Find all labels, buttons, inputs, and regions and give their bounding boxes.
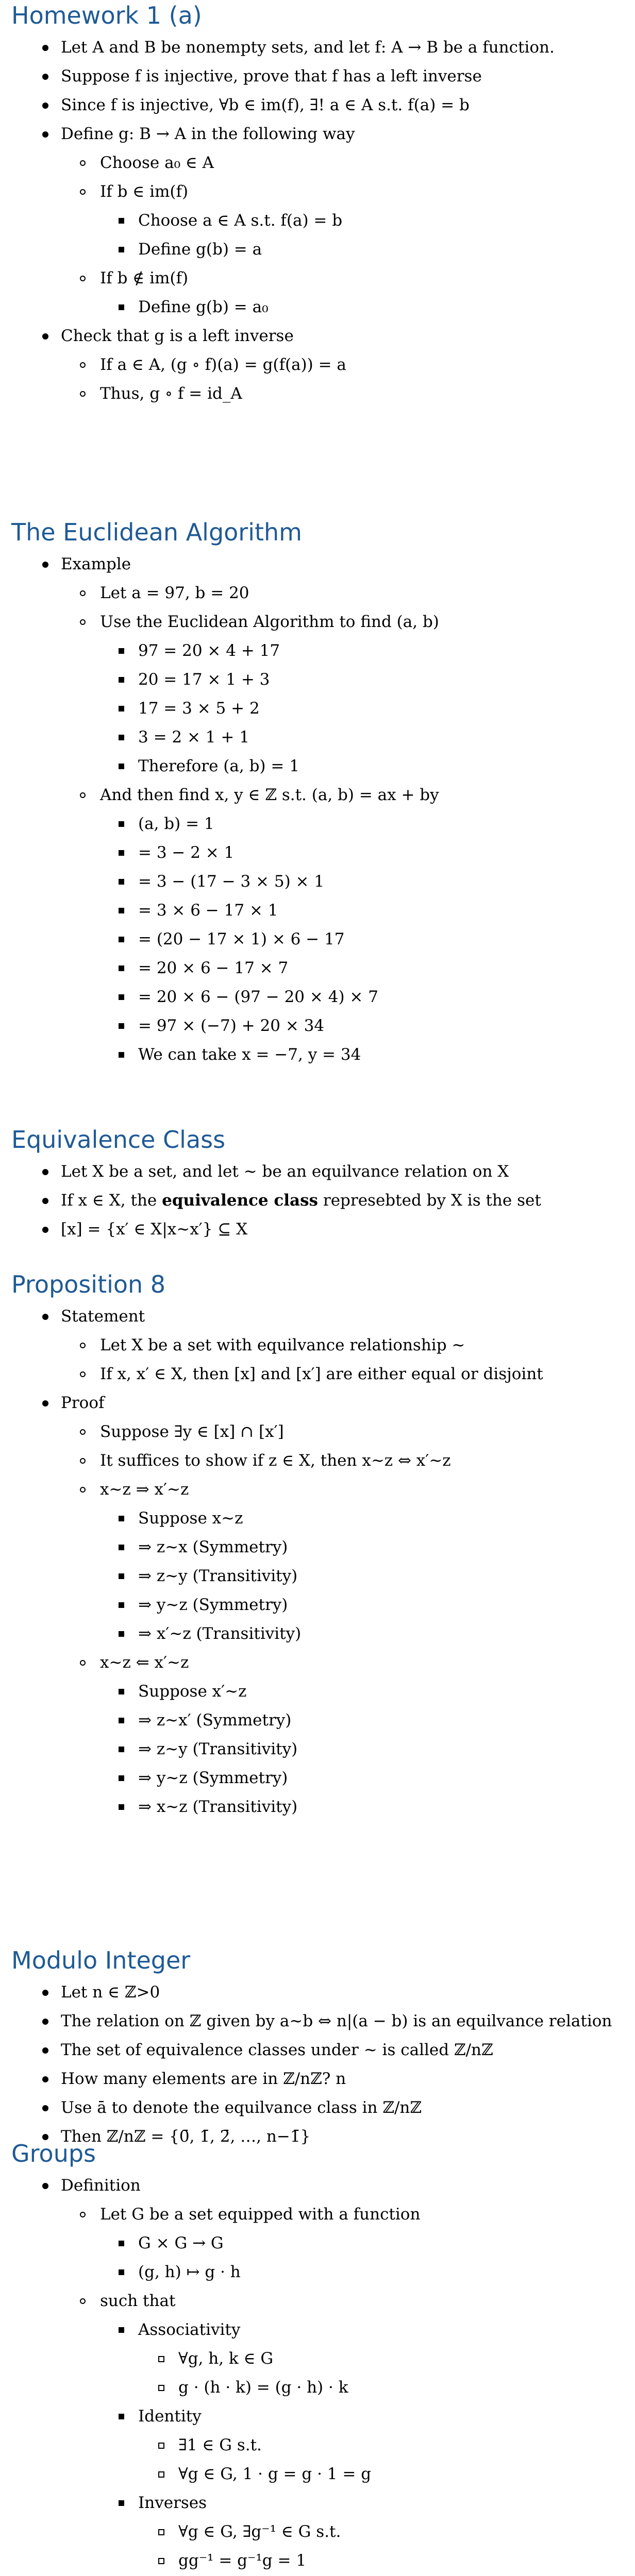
bullet-icon xyxy=(80,1458,86,1464)
bullet-icon xyxy=(158,2385,164,2391)
bullet-icon xyxy=(119,1573,124,1579)
list-item-text: Check that g is a left inverse xyxy=(61,327,294,345)
section-heading: Groups xyxy=(11,2140,96,2167)
list-item-text: Suppose x′~z xyxy=(138,1682,247,1701)
list-item-text: Let A and B be nonempty sets, and let f: A → B be a function. xyxy=(61,38,555,57)
list-item-text: such that xyxy=(100,2292,176,2310)
list-item-text: Let X be a set with equilvance relationship ~ xyxy=(100,1336,465,1354)
bullet-icon xyxy=(80,2212,86,2217)
bullet-icon xyxy=(119,2500,124,2506)
list-item-text: ∀g ∈ G, 1 · g = g · 1 = g xyxy=(178,2465,372,2483)
list-item-text: Inverses xyxy=(138,2494,207,2512)
bullet-icon xyxy=(119,1631,124,1637)
bullet-icon xyxy=(119,735,124,740)
bold-term: equivalence class xyxy=(162,1191,319,1210)
bullet-icon xyxy=(80,160,86,166)
list-item-text: Suppose ∃y ∈ [x] ∩ [x′] xyxy=(100,1422,284,1441)
list-item-text: ⇒ z~x′ (Symmetry) xyxy=(138,1711,292,1730)
bullet-icon xyxy=(80,1660,86,1666)
bullet-icon xyxy=(42,333,48,340)
bullet-icon xyxy=(80,189,86,195)
list-item-text: 3 = 2 × 1 + 1 xyxy=(138,728,249,747)
list-item-text: Statement xyxy=(61,1307,145,1326)
list-item-text: Since f is injective, ∀b ∈ im(f), ∃! a ∈ A s.t. f(a) = b xyxy=(61,96,470,114)
bullet-icon xyxy=(42,1400,48,1406)
list-item-text: (a, b) = 1 xyxy=(138,815,214,833)
bullet-icon xyxy=(42,2047,48,2054)
bullet-icon xyxy=(158,2356,164,2362)
bullet-icon xyxy=(119,1747,124,1752)
list-item-text: Definition xyxy=(61,2176,141,2195)
list-item-text: g · (h · k) = (g · h) · k xyxy=(178,2378,348,2397)
list-item-text: (g, h) ↦ g · h xyxy=(138,2263,241,2281)
bullet-icon xyxy=(42,1990,48,1996)
list-item-text: ∀g, h, k ∈ G xyxy=(178,2349,274,2368)
list-item-text: How many elements are in ℤ/nℤ? n xyxy=(61,2070,346,2088)
bullet-icon xyxy=(119,908,124,913)
bullet-icon xyxy=(42,131,48,138)
bullet-icon xyxy=(119,706,124,711)
bullet-icon xyxy=(119,648,124,654)
bullet-icon xyxy=(42,2183,48,2189)
list-item-text: ⇒ y~z (Symmetry) xyxy=(138,1596,288,1614)
list-item-text: 20 = 17 × 1 + 3 xyxy=(138,670,270,689)
bullet-icon xyxy=(119,2414,124,2419)
bullet-icon xyxy=(80,2298,86,2304)
bullet-icon xyxy=(119,2241,124,2246)
bullet-icon xyxy=(119,994,124,1000)
list-item-text: Proof xyxy=(61,1394,105,1412)
list-item-text: Example xyxy=(61,555,131,573)
list-item-text: ∀g ∈ G, ∃g⁻¹ ∈ G s.t. xyxy=(178,2522,341,2541)
bullet-icon xyxy=(158,2471,164,2478)
list-item-text: Let n ∈ ℤ>0 xyxy=(61,1983,160,2002)
list-item-text: If x, x′ ∈ X, then [x] and [x′] are either equal or disjoint xyxy=(100,1365,543,1383)
bullet-icon xyxy=(158,2443,164,2449)
list-item-text: Therefore (a, b) = 1 xyxy=(138,757,299,775)
section-heading: The Euclidean Algorithm xyxy=(11,518,302,546)
bullet-icon xyxy=(158,2529,164,2535)
list-item-text: Suppose x~z xyxy=(138,1509,243,1528)
list-item-text: Define g(b) = a xyxy=(138,240,262,259)
bullet-icon xyxy=(158,2558,164,2564)
bullet-icon xyxy=(80,362,86,368)
list-item-text: Identity xyxy=(138,2407,202,2426)
list-item-text: = 3 − 2 × 1 xyxy=(138,843,235,862)
section-heading: Equivalence Class xyxy=(11,1126,226,1154)
bullet-icon xyxy=(119,937,124,942)
bullet-icon xyxy=(80,1429,86,1435)
bullet-icon xyxy=(119,1516,124,1521)
bullet-icon xyxy=(42,2105,48,2111)
bullet-icon xyxy=(119,879,124,885)
bullet-icon xyxy=(119,1052,124,1058)
list-item-text: The set of equivalence classes under ~ is called ℤ/nℤ xyxy=(61,2041,493,2059)
bullet-icon xyxy=(119,2327,124,2333)
bullet-icon xyxy=(119,764,124,769)
bullet-icon xyxy=(119,1689,124,1694)
bullet-icon xyxy=(119,304,124,310)
list-item-text: Choose a₀ ∈ A xyxy=(100,154,214,172)
list-item-text: If b ∉ im(f) xyxy=(100,269,189,287)
list-item-text: If x ∈ X, the equivalence class represebted by X is the set xyxy=(61,1191,541,1210)
bullet-icon xyxy=(80,276,86,281)
bullet-icon xyxy=(80,619,86,625)
list-item-text: Thus, g ∘ f = id_A xyxy=(100,384,242,403)
list-item-text: [x] = {x′ ∈ X|x~x′} ⊆ X xyxy=(61,1220,248,1239)
list-item-text: If a ∈ A, (g ∘ f)(a) = g(f(a)) = a xyxy=(100,355,346,374)
bullet-icon xyxy=(119,1718,124,1723)
list-item-text: ⇒ z~y (Transitivity) xyxy=(138,1740,298,1758)
bullet-icon xyxy=(119,1804,124,1810)
bullet-icon xyxy=(42,1169,48,1175)
bullet-icon xyxy=(42,2076,48,2082)
bullet-icon xyxy=(42,1198,48,1204)
bullet-icon xyxy=(119,218,124,224)
list-item-text: It suffices to show if z ∈ X, then x~z ⇔ x′~z xyxy=(100,1451,451,1470)
bullet-icon xyxy=(42,1227,48,1233)
list-item-text: ∃1 ∈ G s.t. xyxy=(178,2436,262,2454)
list-item-text: Use ā to denote the equilvance class in ℤ/nℤ xyxy=(61,2098,422,2117)
bullet-icon xyxy=(119,677,124,683)
list-item-text: Then ℤ/nℤ = {0̄, 1̄, 2̄, …, n−1̄} xyxy=(61,2127,311,2146)
list-item-text: gg⁻¹ = g⁻¹g = 1 xyxy=(178,2551,307,2570)
list-item-text: Let G be a set equipped with a function xyxy=(100,2205,421,2224)
list-item-text: ⇒ y~z (Symmetry) xyxy=(138,1769,288,1787)
list-item-text: ⇒ z~x (Symmetry) xyxy=(138,1538,288,1556)
bullet-icon xyxy=(119,2269,124,2275)
bullet-icon xyxy=(119,247,124,252)
list-item-text: = 3 − (17 − 3 × 5) × 1 xyxy=(138,872,325,891)
section-heading: Homework 1 (a) xyxy=(11,2,202,29)
bullet-icon xyxy=(119,1775,124,1781)
list-item-text: G × G → G xyxy=(138,2234,224,2252)
list-item-text: x~z ⇐ x′~z xyxy=(100,1653,189,1672)
bullet-icon xyxy=(42,2019,48,2025)
list-item-text: Let X be a set, and let ~ be an equilvance relation on X xyxy=(61,1162,509,1181)
bullet-icon xyxy=(119,850,124,856)
bullet-icon xyxy=(119,821,124,827)
bullet-icon xyxy=(119,1545,124,1550)
list-item-text: Let a = 97, b = 20 xyxy=(100,584,249,602)
bullet-icon xyxy=(42,74,48,80)
list-item-text: = 3 × 6 − 17 × 1 xyxy=(138,901,278,920)
bullet-icon xyxy=(80,1487,86,1493)
list-item-text: ⇒ z~y (Transitivity) xyxy=(138,1567,298,1585)
list-item-text: Define g: B → A in the following way xyxy=(61,125,355,143)
bullet-icon xyxy=(119,1602,124,1608)
bullet-icon xyxy=(80,391,86,397)
list-item-text: We can take x = −7, y = 34 xyxy=(138,1045,361,1064)
bullet-icon xyxy=(119,965,124,971)
list-item-text: Use the Euclidean Algorithm to find (a, b) xyxy=(100,613,439,631)
list-item-text: ⇒ x′~z (Transitivity) xyxy=(138,1624,302,1643)
bullet-icon xyxy=(42,1314,48,1320)
list-item-text: Choose a ∈ A s.t. f(a) = b xyxy=(138,211,343,230)
list-item-text: Associativity xyxy=(138,2320,241,2339)
bullet-icon xyxy=(42,103,48,109)
bullet-icon xyxy=(119,1023,124,1029)
list-item-text: The relation on ℤ given by a~b ⇔ n|(a − b) is an equilvance relation xyxy=(61,2012,612,2030)
section-heading: Proposition 8 xyxy=(11,1270,166,1298)
list-item-text: Define g(b) = a₀ xyxy=(138,298,269,316)
bullet-icon xyxy=(42,45,48,51)
section-heading: Modulo Integer xyxy=(11,1946,191,1974)
list-item-text: x~z ⇒ x′~z xyxy=(100,1480,189,1499)
list-item-text: = 20 × 6 − (97 − 20 × 4) × 7 xyxy=(138,988,378,1006)
bullet-icon xyxy=(42,562,48,568)
list-item-text: = (20 − 17 × 1) × 6 − 17 xyxy=(138,930,345,948)
bullet-icon xyxy=(80,792,86,798)
bullet-icon xyxy=(80,590,86,596)
list-item-text: 17 = 3 × 5 + 2 xyxy=(138,699,260,718)
list-item-text: = 97 × (−7) + 20 × 34 xyxy=(138,1016,325,1035)
list-item-text: Suppose f is injective, prove that f has a left inverse xyxy=(61,67,482,86)
bullet-icon xyxy=(80,1343,86,1348)
list-item-text: ⇒ x~z (Transitivity) xyxy=(138,1798,298,1816)
list-item-text: = 20 × 6 − 17 × 7 xyxy=(138,959,289,977)
list-item-text: And then find x, y ∈ ℤ s.t. (a, b) = ax + by xyxy=(100,786,439,804)
list-item-text: 97 = 20 × 4 + 17 xyxy=(138,641,280,660)
list-item-text: If b ∈ im(f) xyxy=(100,182,189,201)
bullet-icon xyxy=(80,1371,86,1377)
